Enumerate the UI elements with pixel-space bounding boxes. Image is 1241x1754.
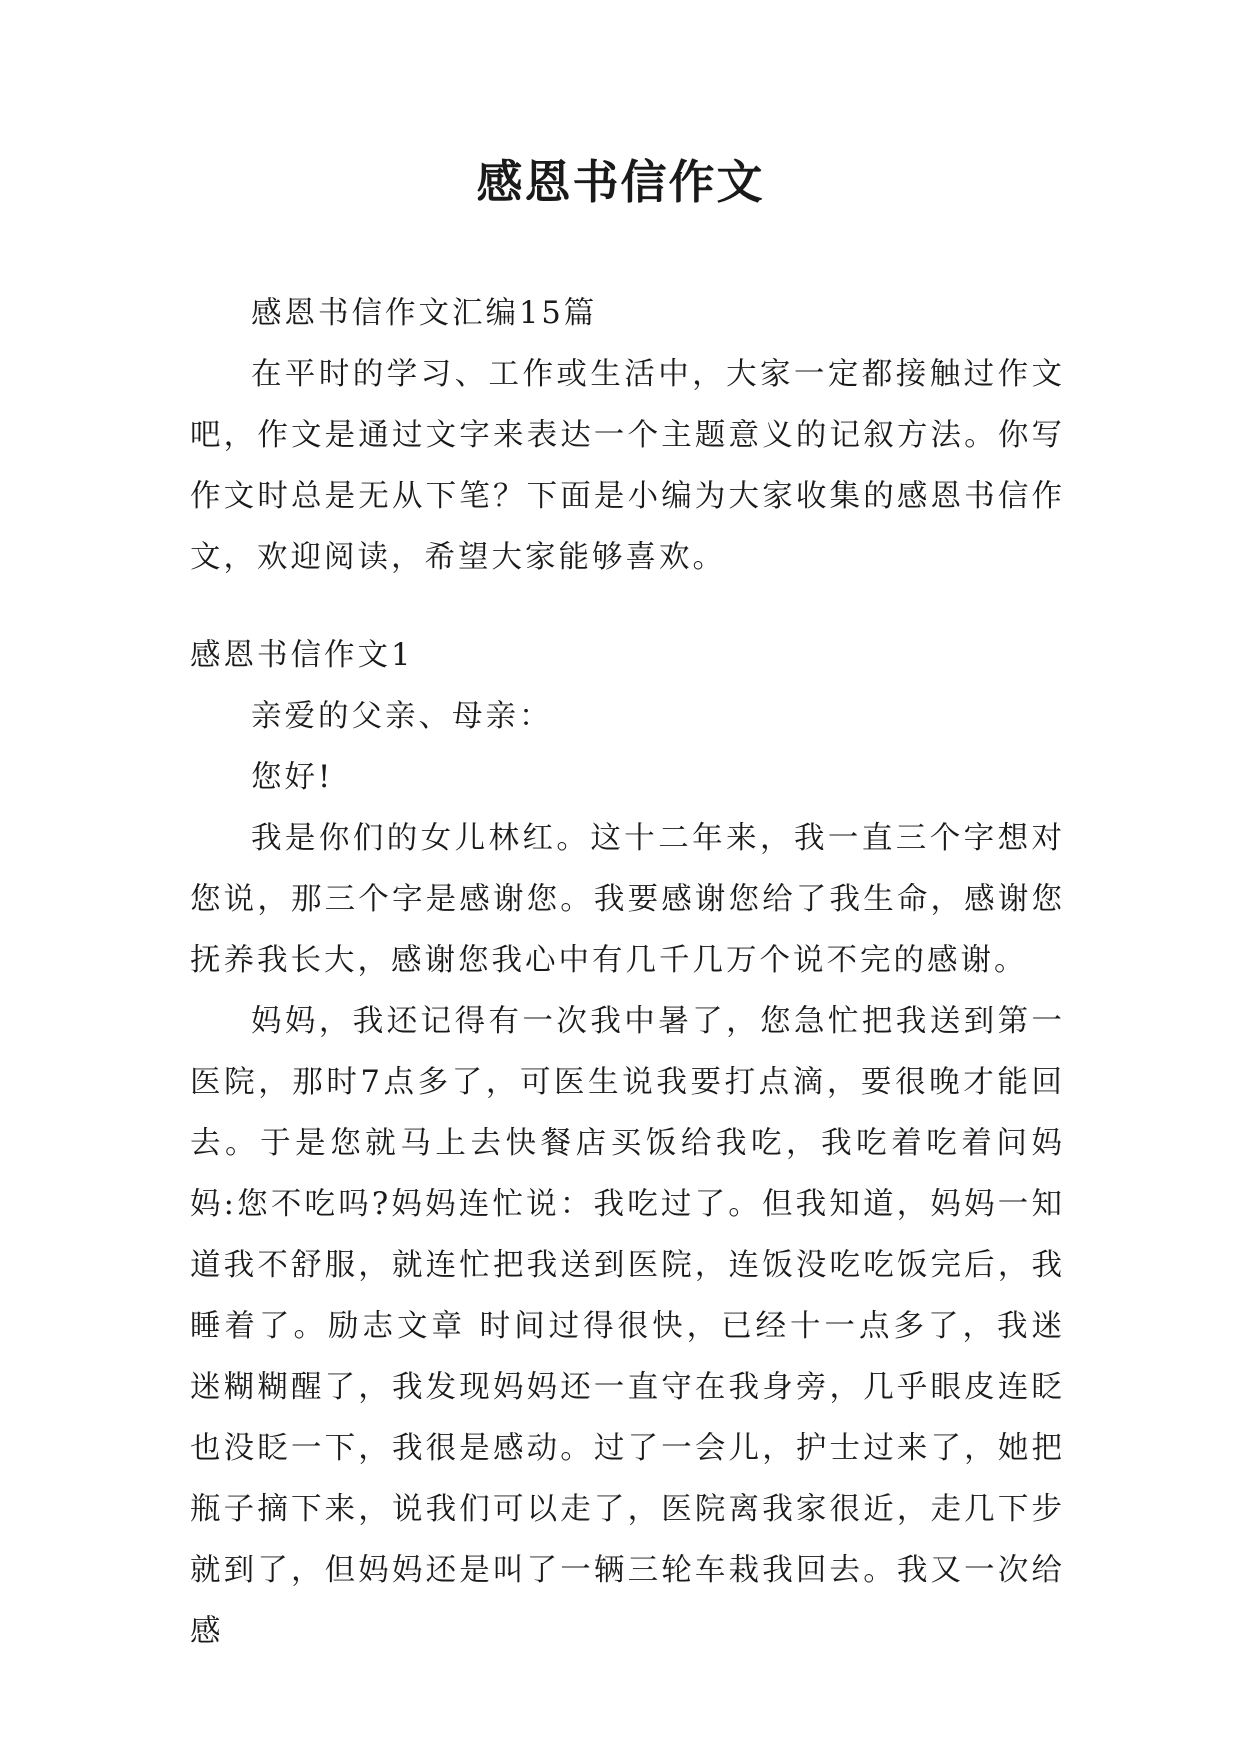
letter-salutation: 亲爱的父亲、母亲：	[251, 699, 553, 734]
collection-subtitle: 感恩书信作文汇编15篇	[251, 296, 598, 331]
letter-paragraph-1: 我是你们的女儿林红。这十二年来，我一直三个字想对您说，那三个字是感谢您。我要感谢您给了我生命，感谢您抚养我长大，感谢您我心中有几千几万个说不完的感谢。	[190, 821, 1065, 978]
document-body	[190, 283, 1065, 1662]
document-title: 感恩书信作文	[476, 155, 765, 209]
section-heading: 感恩书信作文1	[190, 638, 414, 673]
intro-paragraph: 在平时的学习、工作或生活中，大家一定都接触过作文吧，作文是通过文字来表达一个主题意义的记叙方法。你写作文时总是无从下笔？下面是小编为大家收集的感恩书信作文，欢迎阅读，希望大家能够喜欢。	[190, 357, 1065, 575]
letter-greeting: 您好!	[251, 760, 334, 795]
letter-paragraph-2: 妈妈，我还记得有一次我中暑了，您急忙把我送到第一医院，那时7点多了，可医生说我要打点滴，要很晚才能回去。于是您就马上去快餐店买饭给我吃，我吃着吃着问妈妈:您不吃吗?妈妈连忙说：我吃过了。但我知道，妈妈一知道我不舒服，就连忙把我送到医院，连饭没吃吃饭完后，我睡着了。励志文章 时间过得很快，已经十一点多了，我迷迷糊糊醒了，我发现妈妈还一直守在我身旁，几乎眼皮连眨也没眨一下，我很是感动。过了一会儿，护士过来了，她把瓶子摘下来，说我们可以走了，医院离我家很近，走几下步就到了，但妈妈还是叫了一辆三轮车栽我回去。我又一次给感	[190, 1004, 1065, 1649]
